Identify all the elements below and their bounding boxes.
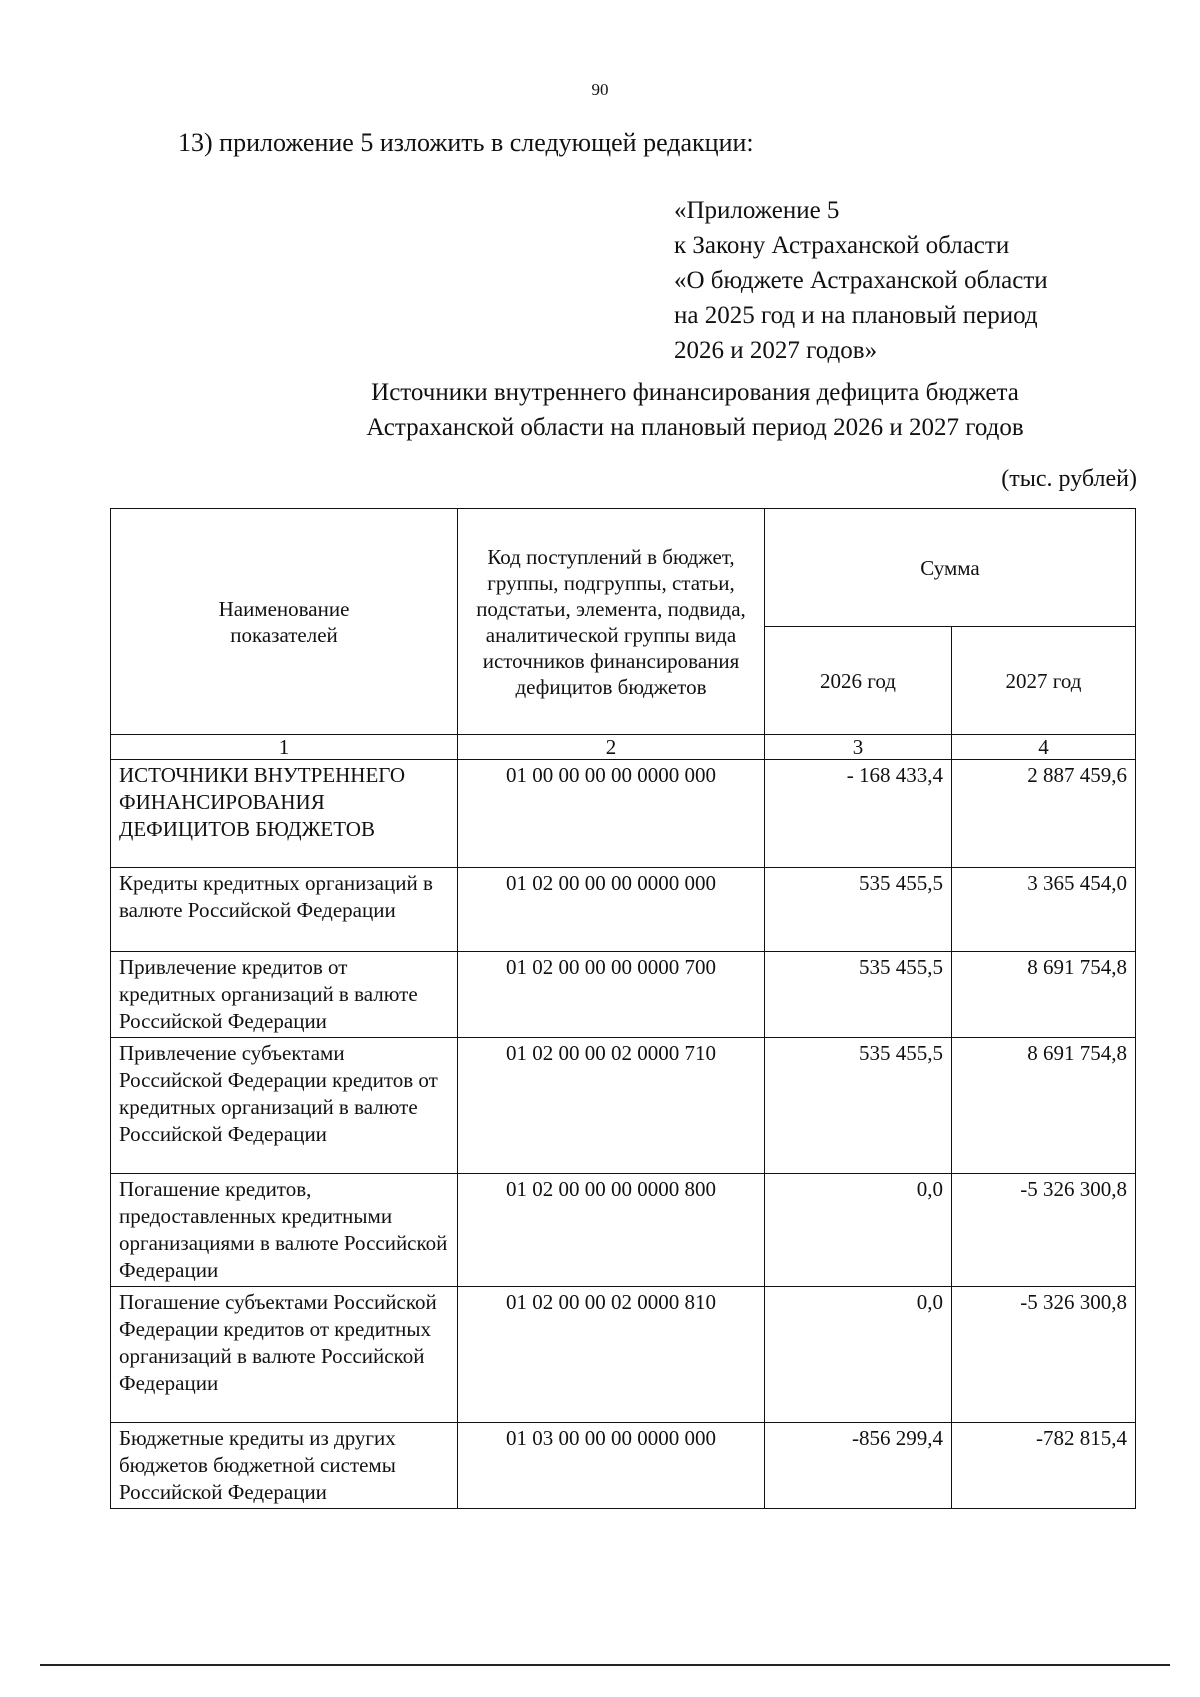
row-amount-2027: 3 365 454,0 [952,868,1136,952]
header-year-2026: 2026 год [765,627,952,735]
column-number: 4 [952,735,1136,760]
row-name: Бюджетные кредиты из других бюджетов бюджетной системы Российской Федерации [111,1423,458,1509]
row-name: Кредиты кредитных организаций в валюте Российской Федерации [111,868,458,952]
table-row [111,868,1136,952]
row-amount-2026: 535 455,5 [765,1038,952,1174]
page-bottom-rule [40,1664,1170,1666]
header-sum: Сумма [765,509,1136,627]
appendix-line: на 2025 год и на плановый период [674,302,1038,329]
row-amount-2026: -856 299,4 [765,1423,952,1509]
document-title [0,375,1200,445]
table-row [111,1423,1136,1509]
row-amount-2026: 0,0 [765,1174,952,1287]
row-name: Погашение кредитов, предоставленных кредитными организациями в валюте Российской Федерации [111,1174,458,1287]
row-name: Привлечение кредитов от кредитных организаций в валюте Российской Федерации [111,952,458,1038]
row-amount-2027: -782 815,4 [952,1423,1136,1509]
header-code: Код поступлений в бюджет, группы, подгруппы, статьи, подстатьи, элемента, подвида, аналитической группы вида источников финансирования дефицитов бюджетов [458,509,765,735]
row-amount-2026: - 168 433,4 [765,760,952,868]
table-row [111,952,1136,1038]
row-amount-2027: 8 691 754,8 [952,1038,1136,1174]
appendix-line: «О бюджете Астраханской области [674,267,1048,294]
row-name: Привлечение субъектами Российской Федерации кредитов от кредитных организаций в валюте Российской Федерации [111,1038,458,1174]
units-label: (тыс. рублей) [1001,466,1137,492]
row-amount-2027: -5 326 300,8 [952,1287,1136,1423]
header-name-text: Наименование показателей [218,596,350,647]
row-code: 01 02 00 00 02 0000 810 [458,1287,765,1423]
header-name [111,509,458,735]
row-code: 01 02 00 00 00 0000 700 [458,952,765,1038]
row-code: 01 02 00 00 02 0000 710 [458,1038,765,1174]
column-number: 3 [765,735,952,760]
appendix-line: «Приложение 5 [674,197,840,224]
row-name: ИСТОЧНИКИ ВНУТРЕННЕГО ФИНАНСИРОВАНИЯ ДЕФИЦИТОВ БЮДЖЕТОВ [111,760,458,868]
table-row [111,1287,1136,1423]
appendix-reference [674,193,1048,368]
row-amount-2027: -5 326 300,8 [952,1174,1136,1287]
row-code: 01 00 00 00 00 0000 000 [458,760,765,868]
row-code: 01 02 00 00 00 0000 800 [458,1174,765,1287]
column-number-row [111,735,1136,760]
row-amount-2027: 8 691 754,8 [952,952,1136,1038]
appendix-line: 2026 и 2027 годов» [674,337,878,364]
row-amount-2027: 2 887 459,6 [952,760,1136,868]
table-row [111,1038,1136,1174]
page-number: 90 [591,80,609,99]
row-amount-2026: 0,0 [765,1287,952,1423]
table-row [111,1174,1136,1287]
column-number: 1 [111,735,458,760]
title-line: Источники внутреннего финансирования дефицита бюджета [371,379,1019,406]
amendment-intro: 13) приложение 5 изложить в следующей редакции: [178,128,754,157]
row-amount-2026: 535 455,5 [765,952,952,1038]
header-year-2027: 2027 год [952,627,1136,735]
column-number: 2 [458,735,765,760]
row-name: Погашение субъектами Российской Федерации кредитов от кредитных организаций в валюте Российской Федерации [111,1287,458,1423]
row-amount-2026: 535 455,5 [765,868,952,952]
row-code: 01 02 00 00 00 0000 000 [458,868,765,952]
row-code: 01 03 00 00 00 0000 000 [458,1423,765,1509]
title-line: Астраханской области на плановый период 2026 и 2027 годов [366,414,1024,441]
table-row [111,760,1136,868]
appendix-line: к Закону Астраханской области [674,232,1010,259]
financing-sources-table [110,508,1136,1509]
